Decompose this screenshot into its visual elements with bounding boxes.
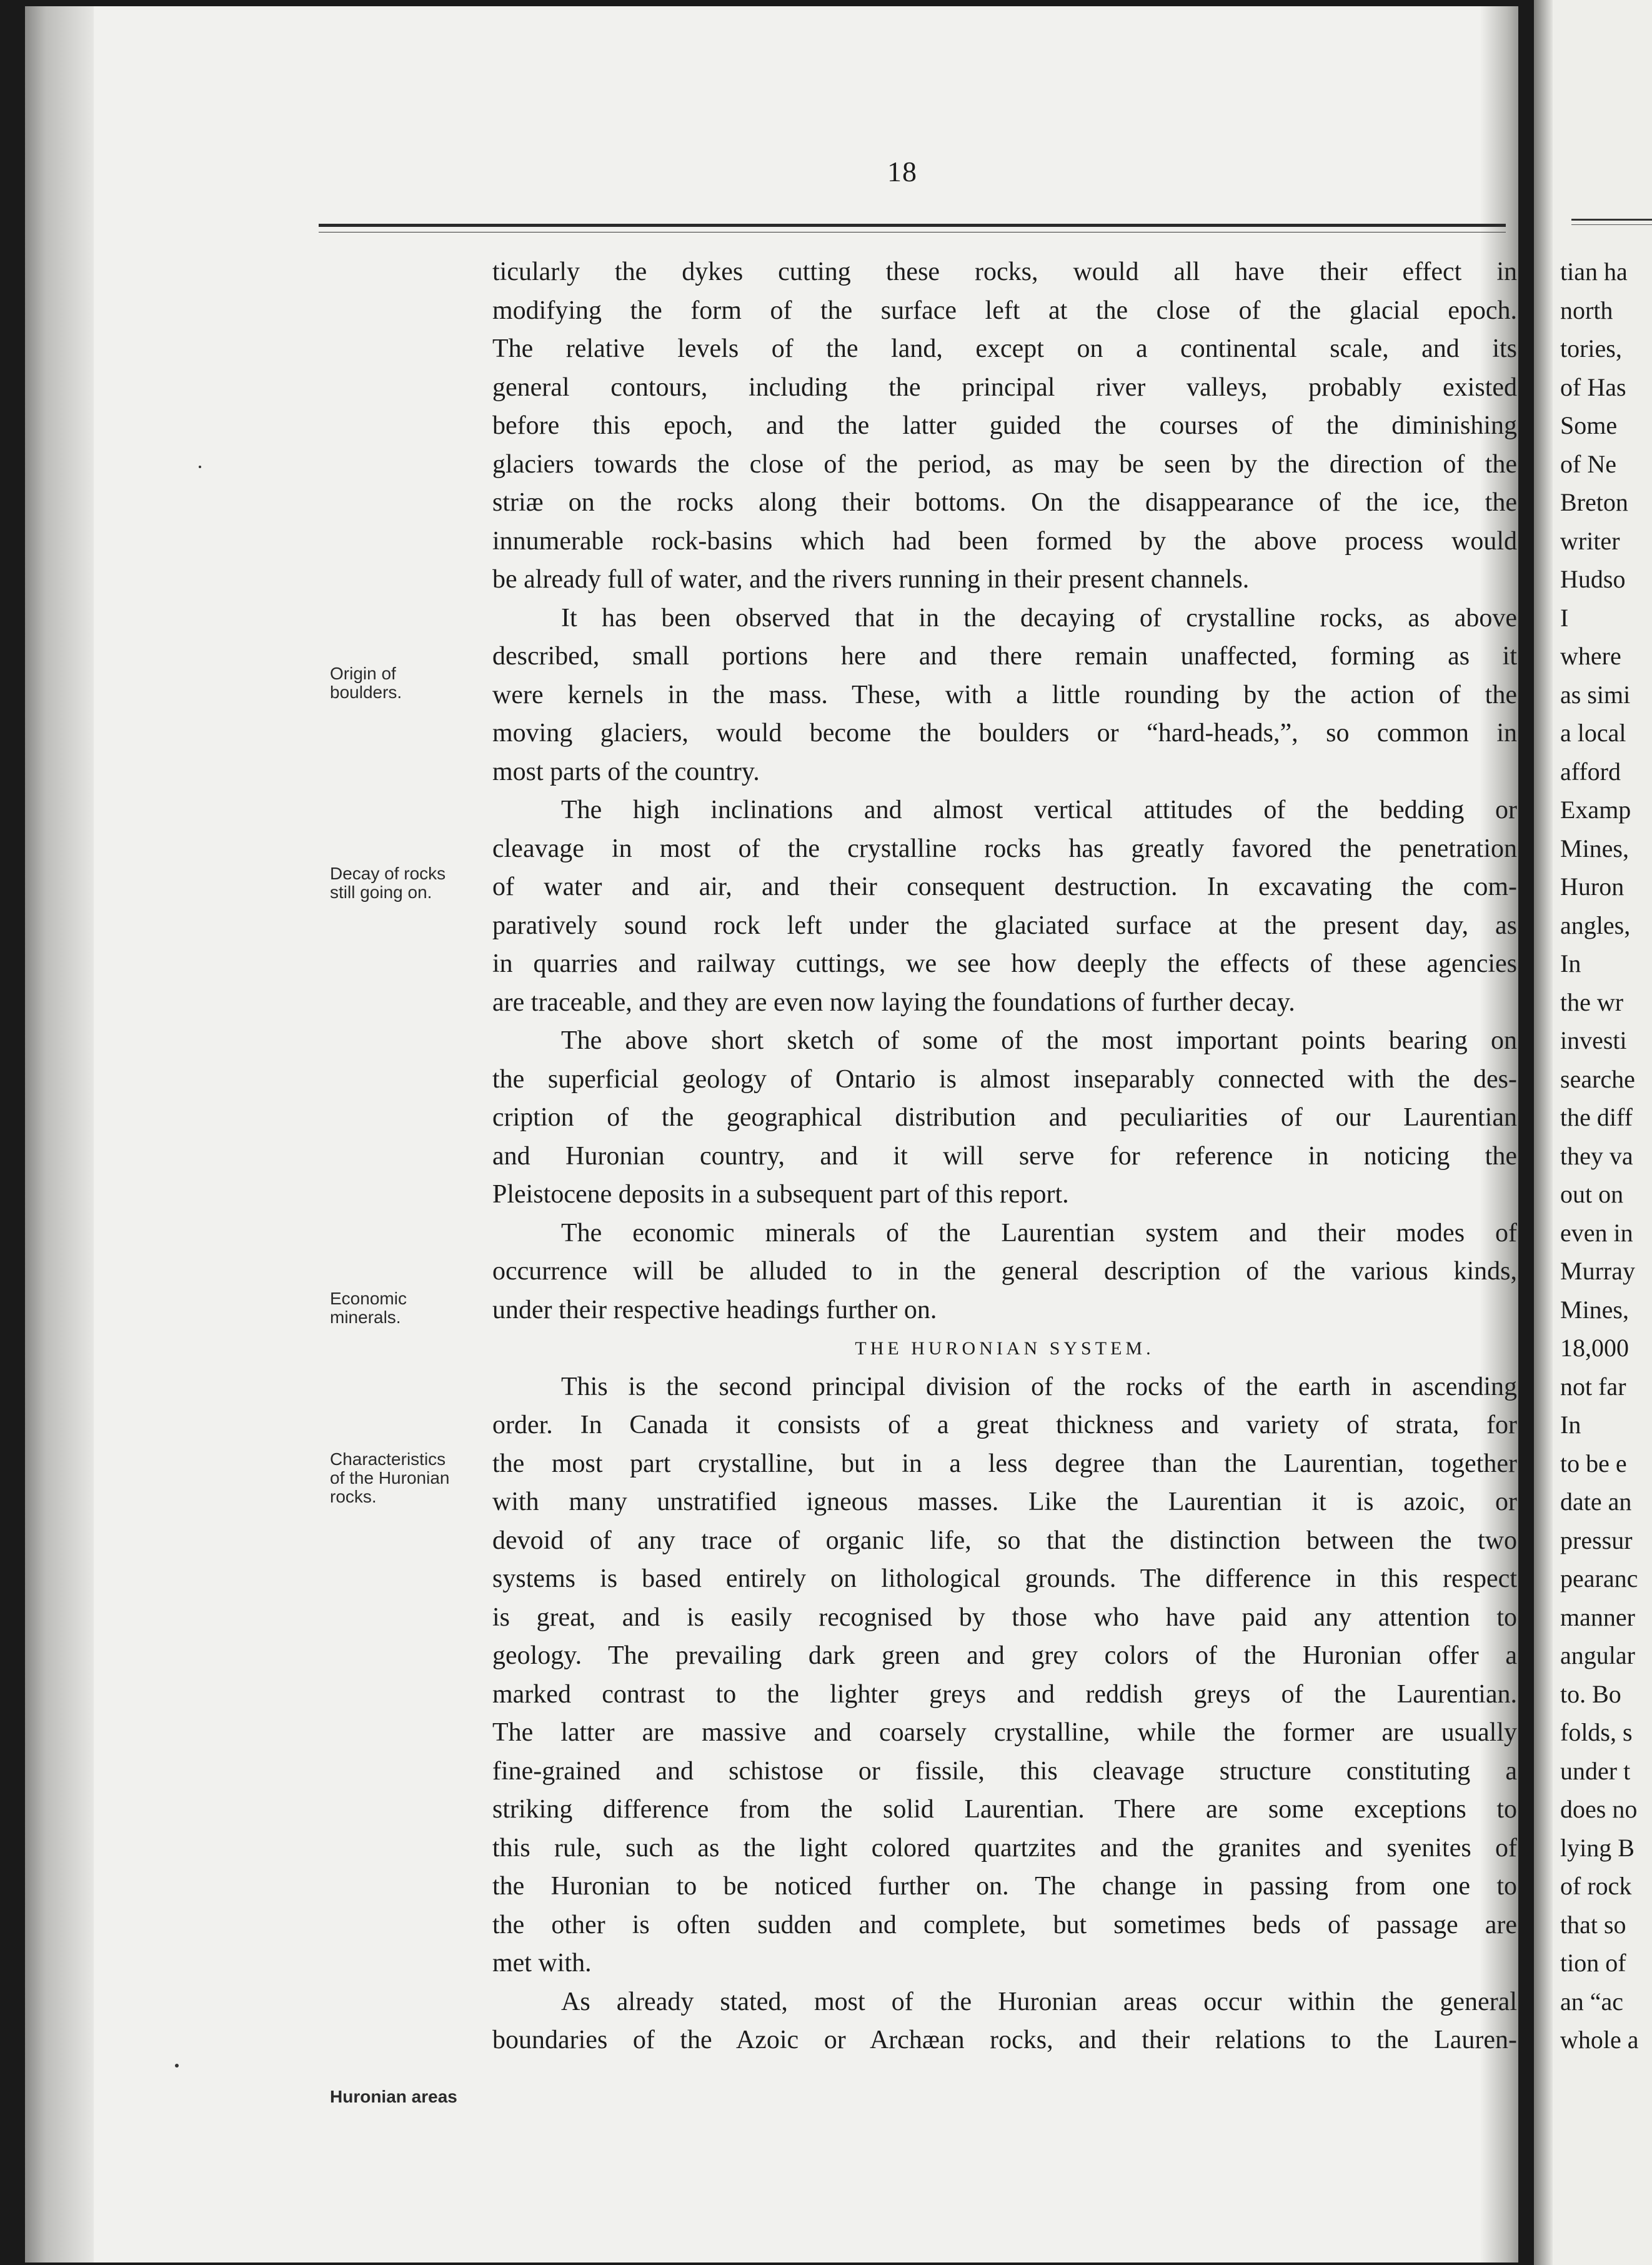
adjacent-text-fragment: investi [1560, 1026, 1627, 1054]
sidenote-line: minerals. [330, 1308, 401, 1327]
adjacent-text-fragment: tion of [1560, 1949, 1626, 1977]
text-line: marked contrast to the lighter greys and reddish greys of the Laurentian. [492, 1679, 1517, 1709]
adjacent-text-fragment: does no [1560, 1795, 1638, 1823]
adjacent-text-fragment: where [1560, 642, 1621, 670]
text-line: met with. [492, 1949, 592, 1978]
text-line: be already full of water, and the rivers running in their present channels. [492, 565, 1250, 594]
adjacent-text-fragment: of rock [1560, 1872, 1632, 1900]
adjacent-text-fragment: Hudso [1560, 565, 1626, 593]
adjacent-text-fragment: tian ha [1560, 258, 1628, 286]
text-line: The economic minerals of the Laurentian system and their modes of [561, 1218, 1517, 1248]
sidenote-line: rocks. [330, 1487, 377, 1506]
adjacent-text-fragment: afford [1560, 757, 1621, 786]
text-line: cleavage in most of the crystalline rocks has greatly favored the penetration [492, 834, 1517, 863]
sidenote-origin-of-boulders [330, 664, 402, 702]
text-line: The above short sketch of some of the most important points bearing on [561, 1026, 1517, 1055]
adjacent-text-fragment: angles, [1560, 911, 1631, 939]
adjacent-text-fragment: Mines, [1560, 834, 1629, 862]
adjacent-text-fragment: writer [1560, 526, 1620, 555]
text-line: the Huronian to be noticed further on. The change in passing from one to [492, 1872, 1517, 1901]
text-line: glaciers towards the close of the period, as may be seen by the direction of the [492, 449, 1517, 479]
text-line: striæ on the rocks along their bottoms. On the disappearance of the ice, the [492, 488, 1517, 517]
adjacent-text-fragment: manner [1560, 1602, 1635, 1631]
sidenote-line: of the Huronian [330, 1468, 450, 1488]
adjacent-text-fragment: whole a [1560, 2026, 1639, 2054]
header-rule [319, 224, 1506, 232]
adjacent-text-fragment: Huron [1560, 872, 1625, 901]
adjacent-text-fragment: of Has [1560, 372, 1626, 401]
text-line: boundaries of the Azoic or Archæan rocks, and their relations to the Lauren- [492, 2026, 1517, 2054]
adjacent-text-fragment: I [1560, 603, 1569, 632]
adjacent-text-fragment: date an [1560, 1488, 1632, 1516]
text-line: and Huronian country, and it will serve for reference in noticing the [492, 1141, 1517, 1171]
text-line: striking difference from the solid Laurentian. There are some exceptions to [492, 1795, 1517, 1824]
body-text [492, 253, 1517, 2060]
sidenote-line: Huronian areas [330, 2087, 457, 2106]
sidenote-line: Economic [330, 1289, 407, 1308]
text-line: in quarries and railway cuttings, we see how deeply the effects of these agencies [492, 949, 1517, 978]
text-line: Pleistocene deposits in a subsequent part of this report. [492, 1180, 1069, 1209]
sidenote-line: Characteristics [330, 1449, 446, 1469]
text-line: the most part crystalline, but in a less degree than the Laurentian, together [492, 1449, 1517, 1478]
text-line: this rule, such as the light colored quartzites and the granites and syenites of [492, 1833, 1517, 1862]
adjacent-text-fragment: Mines, [1560, 1295, 1629, 1324]
text-line: the superficial geology of Ontario is almost inseparably connected with the des- [492, 1064, 1517, 1094]
gutter-shadow [25, 6, 94, 2262]
text-line: The latter are massive and coarsely crystalline, while the former are usually [492, 1718, 1517, 1747]
text-line: general contours, including the principal river valleys, probably existed [492, 372, 1517, 402]
text-line: This is the second principal division of the rocks of the earth in ascending [561, 1372, 1517, 1401]
text-line: before this epoch, and the latter guided the courses of the diminishing [492, 411, 1517, 440]
text-line: The high inclinations and almost vertical attitudes of the bedding or [561, 796, 1517, 824]
adjacent-text-fragment: they va [1560, 1141, 1633, 1170]
adjacent-text-fragment: north [1560, 296, 1613, 324]
adjacent-text-fragment: folds, s [1560, 1718, 1633, 1746]
adjacent-text-fragment: the diff [1560, 1103, 1633, 1131]
sidenote-line: still going on. [330, 882, 432, 902]
adjacent-text-fragment: angular [1560, 1641, 1635, 1669]
adjacent-text-fragment: to be e [1560, 1449, 1627, 1478]
text-line: As already stated, most of the Huronian areas occur within the general [561, 1987, 1517, 2016]
adjacent-text-fragment: lying B [1560, 1833, 1635, 1862]
sidenote-huronian-areas [330, 2088, 457, 2106]
page-number: 18 [887, 156, 917, 188]
adjacent-text-fragment: Examp [1560, 796, 1631, 824]
text-line: modifying the form of the surface left at the close of the glacial epoch. [492, 296, 1517, 325]
adjacent-text-fragment: In [1560, 949, 1581, 978]
adjacent-text-fragment: pearanc [1560, 1564, 1638, 1592]
adjacent-text-fragment: of Ne [1560, 449, 1616, 478]
sidenote-economic-minerals [330, 1289, 407, 1327]
text-line: paratively sound rock left under the glaciated surface at the present day, as [492, 911, 1517, 940]
text-line: under their respective headings further on. [492, 1295, 937, 1324]
text-line: with many unstratified igneous masses. Like the Laurentian it is azoic, or [492, 1488, 1517, 1516]
paper-speck [175, 2064, 179, 2068]
sidenote-line: Origin of [330, 664, 396, 683]
text-line: are traceable, and they are even now laying the foundations of further decay. [492, 988, 1295, 1017]
text-line: is great, and is easily recognised by those who have paid any attention to [492, 1602, 1517, 1632]
adjacent-text-fragment: searche [1560, 1064, 1635, 1093]
book-page [25, 6, 1518, 2262]
adjacent-text-fragment: Breton [1560, 488, 1628, 516]
adjacent-text-fragment: that so [1560, 1910, 1626, 1939]
adjacent-header-rule [1571, 219, 1652, 225]
adjacent-text-fragment: the wr [1560, 988, 1624, 1016]
text-line: innumerable rock-basins which had been formed by the above process would [492, 526, 1517, 556]
adjacent-text-fragment: tories, [1560, 334, 1622, 362]
text-line: most parts of the country. [492, 757, 760, 786]
sidenote-line: Decay of rocks [330, 864, 446, 883]
text-line: It has been observed that in the decaying of crystalline rocks, as above [561, 603, 1517, 632]
text-line: described, small portions here and there remain unaffected, forming as it [492, 642, 1517, 671]
text-line: systems is based entirely on lithological grounds. The difference in this respect [492, 1564, 1517, 1593]
text-line: ticularly the dykes cutting these rocks, would all have their effect in [492, 258, 1517, 286]
adjacent-text-fragment: 18,000 [1560, 1334, 1629, 1362]
text-line: geology. The prevailing dark green and grey colors of the Huronian offer a [492, 1641, 1517, 1670]
text-line: of water and air, and their consequent destruction. In excavating the com- [492, 872, 1517, 901]
adjacent-text-fragment: not far [1560, 1372, 1626, 1401]
adjacent-text-fragment: even in [1560, 1218, 1633, 1247]
adjacent-text-fragment: an “ac [1560, 1987, 1624, 2016]
adjacent-text-fragment: pressur [1560, 1526, 1633, 1554]
sidenote-line: boulders. [330, 682, 402, 702]
text-line: cription of the geographical distribution and peculiarities of our Laurentian [492, 1103, 1517, 1132]
text-line: were kernels in the mass. These, with a little rounding by the action of the [492, 680, 1517, 709]
text-line: The relative levels of the land, except on a continental scale, and its [492, 334, 1517, 363]
adjacent-page [1534, 0, 1652, 2265]
text-line: moving glaciers, would become the boulders or “hard-heads,”, so common in [492, 719, 1517, 748]
adjacent-text-fragment: Some [1560, 411, 1618, 439]
text-line: order. In Canada it consists of a great thickness and variety of strata, for [492, 1411, 1517, 1439]
adjacent-text-fragment: Murray [1560, 1257, 1635, 1285]
sidenote-decay-of-rocks [330, 864, 445, 902]
adjacent-text-fragment: a local [1560, 719, 1626, 747]
text-line: devoid of any trace of organic life, so that the distinction between the two [492, 1526, 1517, 1555]
text-line: the other is often sudden and complete, but sometimes beds of passage are [492, 1910, 1517, 1939]
sidenote-characteristics-huronian [330, 1450, 449, 1506]
adjacent-text-fragment: to. Bo [1560, 1679, 1621, 1708]
paper-speck [199, 466, 201, 468]
text-line: fine-grained and schistose or fissile, this cleavage structure constituting a [492, 1756, 1517, 1786]
adjacent-text-fragment: out on [1560, 1180, 1624, 1208]
text-line: occurrence will be alluded to in the general description of the various kinds, [492, 1257, 1517, 1286]
adjacent-text-fragment: In [1560, 1411, 1581, 1439]
adjacent-text-fragment: as simi [1560, 680, 1631, 709]
adjacent-text-fragment: under t [1560, 1756, 1631, 1785]
section-heading: THE HURONIAN SYSTEM. [855, 1338, 1155, 1359]
